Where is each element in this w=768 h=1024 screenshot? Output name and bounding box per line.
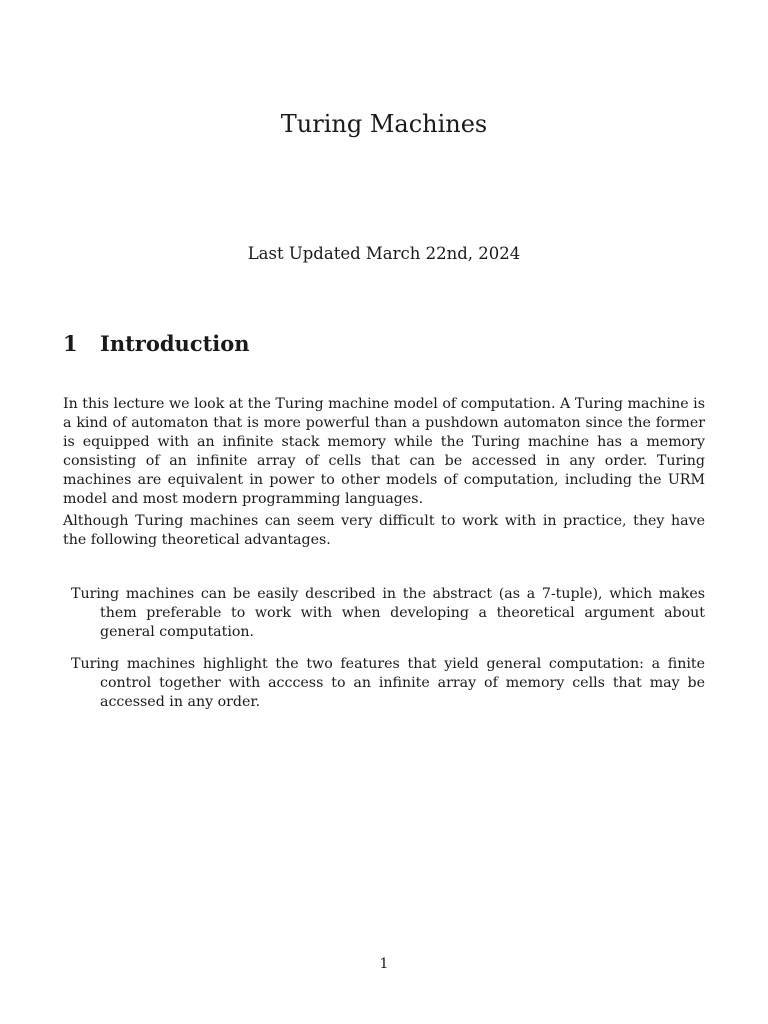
list-item (42, 655, 705, 712)
list-item-text: Turing machines highlight the two features that yield general computation: a finite control together with acccess to an infinite array of memory cells that may be accessed in any order. (71, 656, 705, 710)
page-number: 1 (379, 956, 389, 972)
advantages-list (71, 585, 705, 725)
section-number: 1 (63, 331, 78, 356)
last-updated-date: Last Updated March 22nd, 2024 (247, 244, 521, 263)
list-item (42, 585, 705, 642)
list-item-text: Turing machines can be easily described in the abstract (as a 7-tuple), which makes them preferable to work with when developing a theoretical argument about general computation. (71, 586, 705, 640)
document-title: Turing Machines (280, 110, 488, 138)
section-title: Introduction (100, 331, 250, 356)
paragraph-advantages: Although Turing machines can seem very difficult to work with in practice, they have the following theoretical advantages. (63, 513, 705, 548)
section-heading (63, 331, 250, 356)
paragraph-introduction: In this lecture we look at the Turing machine model of computation. A Turing machine is a kind of automaton that is more powerful than a pushdown automaton since the former is equipped with an infinite stack memory while the Turing machine has a memory consisting of an infinite array of cells that can be accessed in any order. Turing machines are equivalent in power to other models of computation, including the URM model and most modern programming languages. (63, 396, 705, 507)
